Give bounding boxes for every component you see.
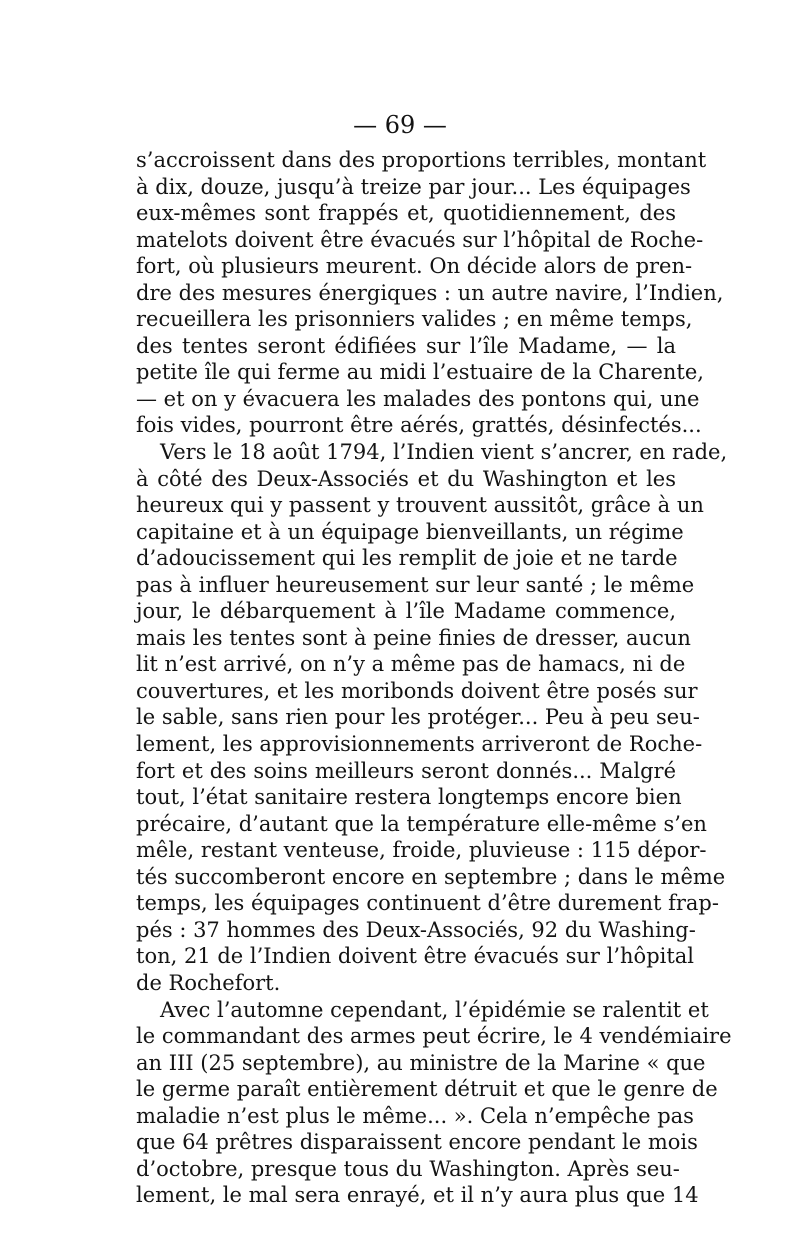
text-line: tés succomberont encore en septembre ; dans le même <box>136 864 726 889</box>
text-line: le sable, sans rien pour les protéger... Peu à peu seu- <box>136 705 700 730</box>
body-text <box>136 147 732 1209</box>
text-line: que 64 prêtres disparaissent encore pendant le mois <box>136 1130 698 1155</box>
text-line: précaire, d’autant que la température elle-même s’en <box>136 811 707 836</box>
text-line: le commandant des armes peut écrire, le 4 vendémiaire <box>136 1024 732 1049</box>
text-line: ton, 21 de l’Indien doivent être évacués sur l’hôpital <box>136 944 695 969</box>
text-line: heureux qui y passent y trouvent aussitôt, grâce à un <box>136 493 704 518</box>
text-line: fort et des soins meilleurs seront donnés... Malgré <box>136 758 676 783</box>
text-line: jour, le débarquement à l’île Madame commence, <box>136 599 676 624</box>
text-line: de Rochefort. <box>136 970 281 995</box>
text-line: le germe paraît entièrement détruit et que le genre de <box>136 1077 718 1102</box>
text-line: fort, où plusieurs meurent. On décide alors de pren- <box>136 254 693 279</box>
text-line: eux-mêmes sont frappés et, quotidiennement, des <box>136 201 676 226</box>
text-line: temps, les équipages continuent d’être durement frap- <box>136 891 719 916</box>
text-line: pas à influer heureusement sur leur santé ; le même <box>136 572 695 597</box>
text-line: recueillera les prisonniers valides ; en même temps, <box>136 307 693 332</box>
page-number: — 69 — <box>353 111 447 139</box>
text-line: mais les tentes sont à peine finies de dresser, aucun <box>136 625 691 650</box>
text-line: lit n’est arrivé, on n’y a même pas de hamacs, ni de <box>136 652 686 677</box>
text-line: Vers le 18 août 1794, l’Indien vient s’ancrer, en rade, <box>160 440 728 465</box>
text-line: d’octobre, presque tous du Washington. Après seu- <box>136 1156 680 1181</box>
text-line: d’adoucissement qui les remplit de joie et ne tarde <box>136 546 678 571</box>
text-line: an III (25 septembre), au ministre de la Marine « que <box>136 1050 706 1075</box>
text-line: fois vides, pourront être aérés, grattés, désinfectés... <box>136 413 702 438</box>
text-line: maladie n’est plus le même... ». Cela n’empêche pas <box>136 1103 694 1128</box>
text-line: couvertures, et les moribonds doivent être posés sur <box>136 678 698 703</box>
text-line: tout, l’état sanitaire restera longtemps encore bien <box>136 785 682 810</box>
text-line: à côté des Deux-Associés et du Washington et les <box>136 466 676 491</box>
text-line: des tentes seront édifiées sur l’île Madame, — la <box>136 333 676 358</box>
text-line: lement, le mal sera enrayé, et il n’y aura plus que 14 <box>136 1183 699 1208</box>
text-line: mêle, restant venteuse, froide, pluvieuse : 115 dépor- <box>136 838 707 863</box>
text-line: Avec l’automne cependant, l’épidémie se ralentit et <box>160 997 709 1022</box>
text-line: capitaine et à un équipage bienveillants, un régime <box>136 519 684 544</box>
text-line: pés : 37 hommes des Deux-Associés, 92 du Washing- <box>136 917 696 942</box>
text-line: lement, les approvisionnements arriveront de Roche- <box>136 732 703 757</box>
text-line: à dix, douze, jusqu’à treize par jour... Les équipages <box>136 174 691 199</box>
text-line: — et on y évacuera les malades des pontons qui, une <box>136 386 700 411</box>
text-line: matelots doivent être évacués sur l’hôpital de Roche- <box>136 227 704 252</box>
text-line: petite île qui ferme au midi l’estuaire de la Charente, <box>136 360 704 385</box>
text-line: dre des mesures énergiques : un autre navire, l’Indien, <box>136 280 724 305</box>
text-line: s’accroissent dans des proportions terribles, montant <box>136 148 707 172</box>
